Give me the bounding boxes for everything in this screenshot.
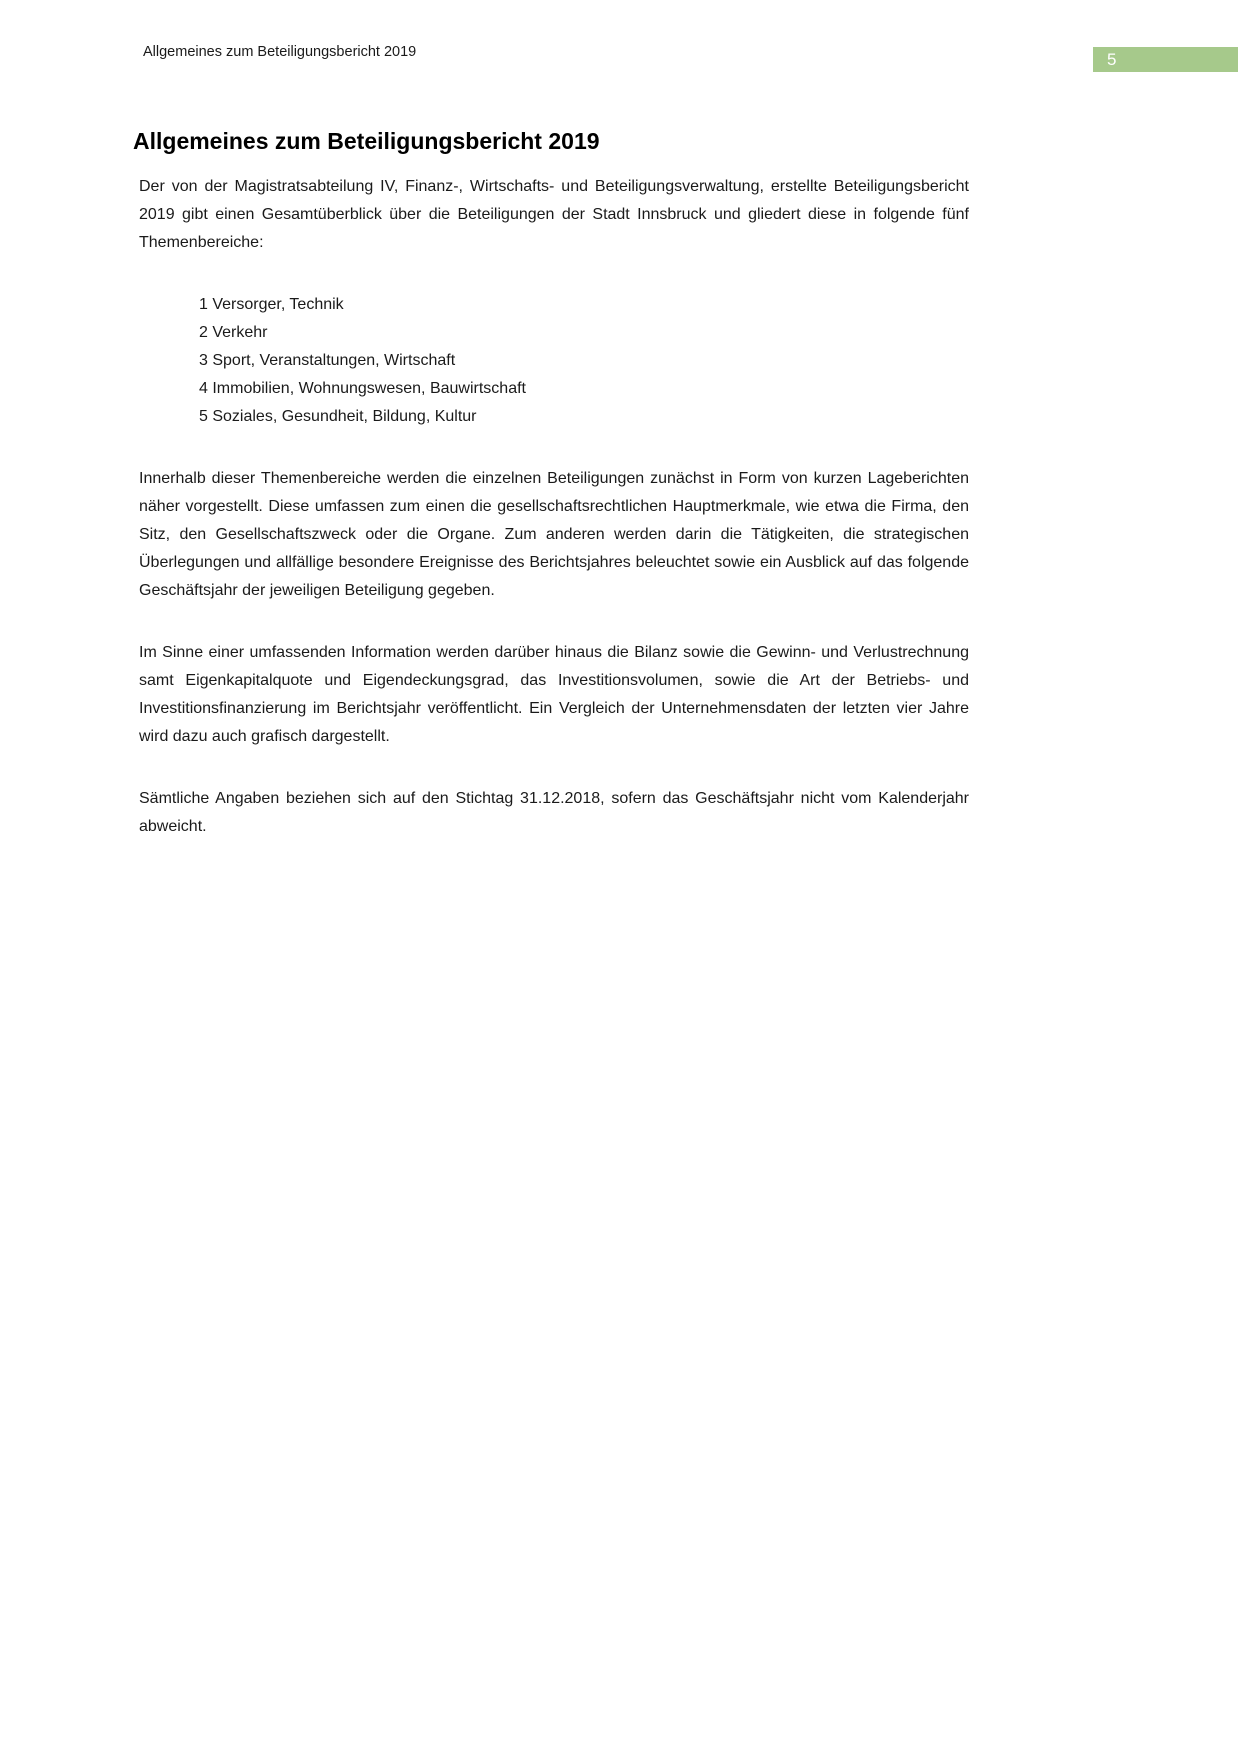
theme-list — [199, 291, 969, 431]
list-item: 5 Soziales, Gesundheit, Bildung, Kultur — [199, 408, 477, 425]
list-item: 2 Verkehr — [199, 324, 268, 341]
list-item: 1 Versorger, Technik — [199, 296, 344, 313]
page-title: Allgemeines zum Beteiligungsbericht 2019 — [133, 128, 600, 155]
page-number-badge — [1093, 47, 1238, 72]
page-number: 5 — [1107, 50, 1117, 69]
finanzdaten-paragraph: Im Sinne einer umfassenden Information werden darüber hinaus die Bilanz sowie die Gewinn- und Verlustrechnung samt Eigenkapitalquote und Eigendeckungsgrad, das Investitionsvolumen, sowie die Art der Betriebs- und Investitionsfinanzierung im Berichtsjahr veröffentlicht. Ein Vergleich der Unternehmensdaten der letzten vier Jahre wird dazu auch grafisch dargestellt. — [139, 644, 969, 745]
list-item: 3 Sport, Veranstaltungen, Wirtschaft — [199, 352, 456, 369]
running-header-title: Allgemeines zum Beteiligungsbericht 2019 — [143, 44, 417, 60]
lageberichte-paragraph: Innerhalb dieser Themenbereiche werden die einzelnen Beteiligungen zunächst in Form von kurzen Lageberichten näher vorgestellt. Diese umfassen zum einen die gesellschaftsrechtlichen Hauptmerkmale, wie etwa die Firma, den Sitz, den Gesellschaftszweck oder die Organe. Zum anderen werden darin die Tätigkeiten, die strategischen Überlegungen und allfällige besondere Ereignisse des Berichtsjahres beleuchtet sowie ein Ausblick auf das folgende Geschäftsjahr der jeweiligen Beteiligung gegeben. — [139, 470, 969, 599]
body-text-block — [139, 173, 969, 875]
list-item: 4 Immobilien, Wohnungswesen, Bauwirtschaft — [199, 380, 526, 397]
intro-paragraph: Der von der Magistratsabteilung IV, Finanz-, Wirtschafts- und Beteiligungsverwaltung, erstellte Beteiligungsbericht 2019 gibt einen Gesamtüberblick über die Beteiligungen der Stadt Innsbruck und gliedert diese in folgende fünf Themenbereiche: — [139, 178, 969, 251]
stichtag-paragraph: Sämtliche Angaben beziehen sich auf den Stichtag 31.12.2018, sofern das Geschäftsjahr nicht vom Kalenderjahr abweicht. — [139, 790, 969, 835]
